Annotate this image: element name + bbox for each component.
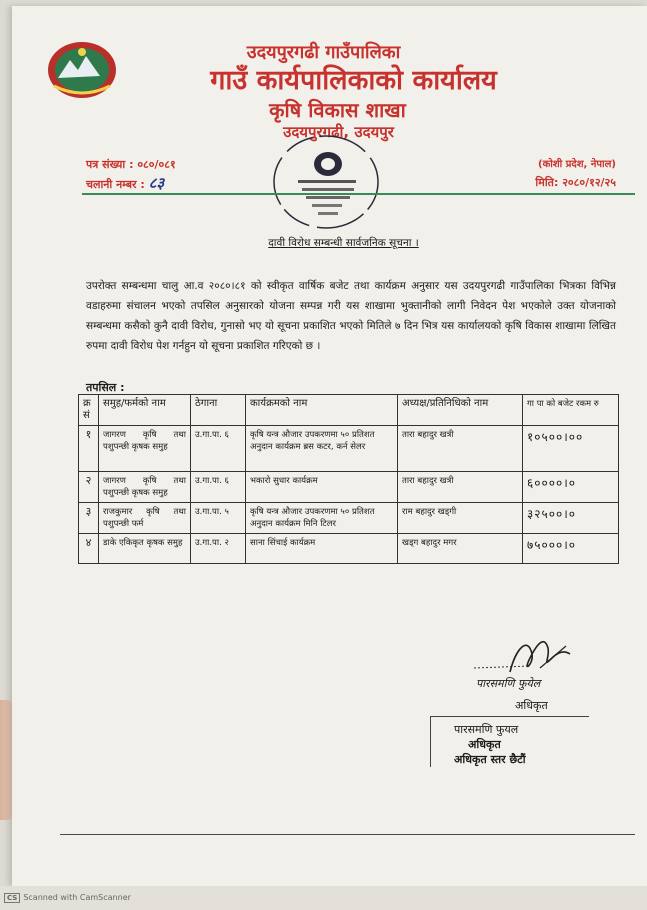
cell-budget: ३२५००।०: [523, 503, 619, 534]
header-place: ठेगाना: [191, 395, 246, 426]
table-row: [79, 472, 619, 503]
cell-chair: राम बहादुर खड्गी: [398, 503, 523, 534]
seal-name: पारसमणि फुयल: [454, 723, 519, 736]
cell-budget: १०५००।००: [523, 426, 619, 472]
cell-org: राजकुमार कृषि तथा पशुपन्छी फर्म: [99, 503, 191, 534]
office-name: गाउँ कार्यपालिकाको कार्यालय: [210, 65, 497, 96]
scanner-watermark: [4, 893, 131, 903]
letter-number: ०८०/०८१: [137, 158, 176, 171]
scanner-text: Scanned with CamScanner: [23, 893, 131, 902]
cell-sn: ३: [79, 503, 99, 534]
date-label: मिति:: [535, 176, 559, 189]
header-divider: [82, 193, 635, 195]
cell-chair: खड्ग बहादुर मगर: [398, 534, 523, 564]
header-budget: गा पा को बजेट रकम रु: [523, 395, 619, 426]
header-org: समुह/फर्मको नाम: [99, 395, 191, 426]
cell-program: साना सिंचाई कार्यक्रम: [246, 534, 398, 564]
cell-place: उ.गा.पा. ६: [191, 426, 246, 472]
schedule-table: [78, 394, 619, 564]
signatory-title: अधिकृत: [515, 699, 548, 712]
footer-divider: [60, 834, 635, 835]
table-row: [79, 534, 619, 564]
header-chair: अध्यक्ष/प्रतिनिधिको नाम: [398, 395, 523, 426]
header-program: कार्यक्रमको नाम: [246, 395, 398, 426]
municipality-name: उदयपुरगढी गाउँपालिका: [246, 42, 401, 63]
header-sn: क्र सं: [79, 395, 99, 426]
round-stamp-icon: [266, 130, 392, 234]
table-row: [79, 426, 619, 472]
cell-program: कृषि यन्त्र औजार उपकरणमा ५० प्रतिशत अनुदान कार्यक्रम मिनि टिलर: [246, 503, 398, 534]
seal-title: अधिकृत: [468, 738, 501, 751]
province-label: (कोशी प्रदेश, नेपाल): [538, 159, 616, 170]
cell-sn: २: [79, 472, 99, 503]
schedule-label: तपसिल :: [86, 381, 125, 394]
cell-sn: ४: [79, 534, 99, 564]
cell-chair: तारा बहादुर खत्री: [398, 426, 523, 472]
cell-org: जागरण कृषि तथा पशुपन्छी कृषक समुह: [99, 472, 191, 503]
dispatch-number-label: चलानी नम्बर :: [86, 178, 145, 191]
table-header-row: [79, 395, 619, 426]
camscanner-icon: CS: [4, 893, 20, 903]
dispatch-number: ८३: [148, 174, 165, 192]
letter-number-label: पत्र संख्या :: [86, 158, 134, 171]
branch-name: कृषि विकास शाखा: [269, 98, 406, 122]
seal-rank: अधिकृत स्तर छैटौं: [454, 753, 526, 766]
office-address: उदयपुरगढी, उदयपुर: [283, 123, 394, 141]
cell-place: उ.गा.पा. ५: [191, 503, 246, 534]
cell-chair: तारा बहादुर खत्री: [398, 472, 523, 503]
signatory-name: पारसमणि फुयेल: [476, 677, 541, 690]
cell-sn: १: [79, 426, 99, 472]
cell-org: जागरण कृषि तथा पशुपन्छी कृषक समुह: [99, 426, 191, 472]
cell-program: भकारो सुधार कार्यक्रम: [246, 472, 398, 503]
letter-date: २०८०/१२/२५: [562, 176, 616, 189]
notice-title: दावी विरोध सम्बन्धी सार्वजनिक सूचना ।: [268, 237, 419, 249]
cell-budget: ६००००।०: [523, 472, 619, 503]
cell-program: कृषि यन्त्र औजार उपकरणमा ५० प्रतिशत अनुदान कार्यक्रम ब्रस कटर, कर्न सेलर: [246, 426, 398, 472]
letter-meta-right: [478, 156, 616, 192]
letter-number-row: [86, 156, 176, 174]
cell-org: डाके एकिकृत कृषक समुह: [99, 534, 191, 564]
cell-place: उ.गा.पा. २: [191, 534, 246, 564]
cell-place: उ.गा.पा. ६: [191, 472, 246, 503]
dispatch-number-row: [86, 174, 176, 194]
letter-meta-left: [86, 156, 176, 194]
table-row: [79, 503, 619, 534]
notice-body: उपरोक्त सम्बन्धमा चालु आ.व २०८०।८१ को स्वीकृत वार्षिक बजेट तथा कार्यक्रम अनुसार यस उदयपुरगढी गाउँपालिका भित्रका विभिन्न वडाहरुमा संचालन भएको तपसिल अनुसारको योजना सम्पन्न गरी यस शाखामा भुक्तानीको लागी निवेदन पेश भएकोले उक्त योजनाको सम्बन्धमा कसैको कुनै दावी विरोध, गुनासो भए यो सूचना प्रकाशित भएको मितिले ७ दिन भित्र यस कार्यालयको कृषि विकास शाखामा लिखित रुपमा दावी विरोध पेश गर्नहुन यो सूचना प्रकाशित गरिएको छ ।: [86, 280, 616, 352]
cell-budget: ७५०००।०: [523, 534, 619, 564]
date-row: [478, 174, 616, 192]
